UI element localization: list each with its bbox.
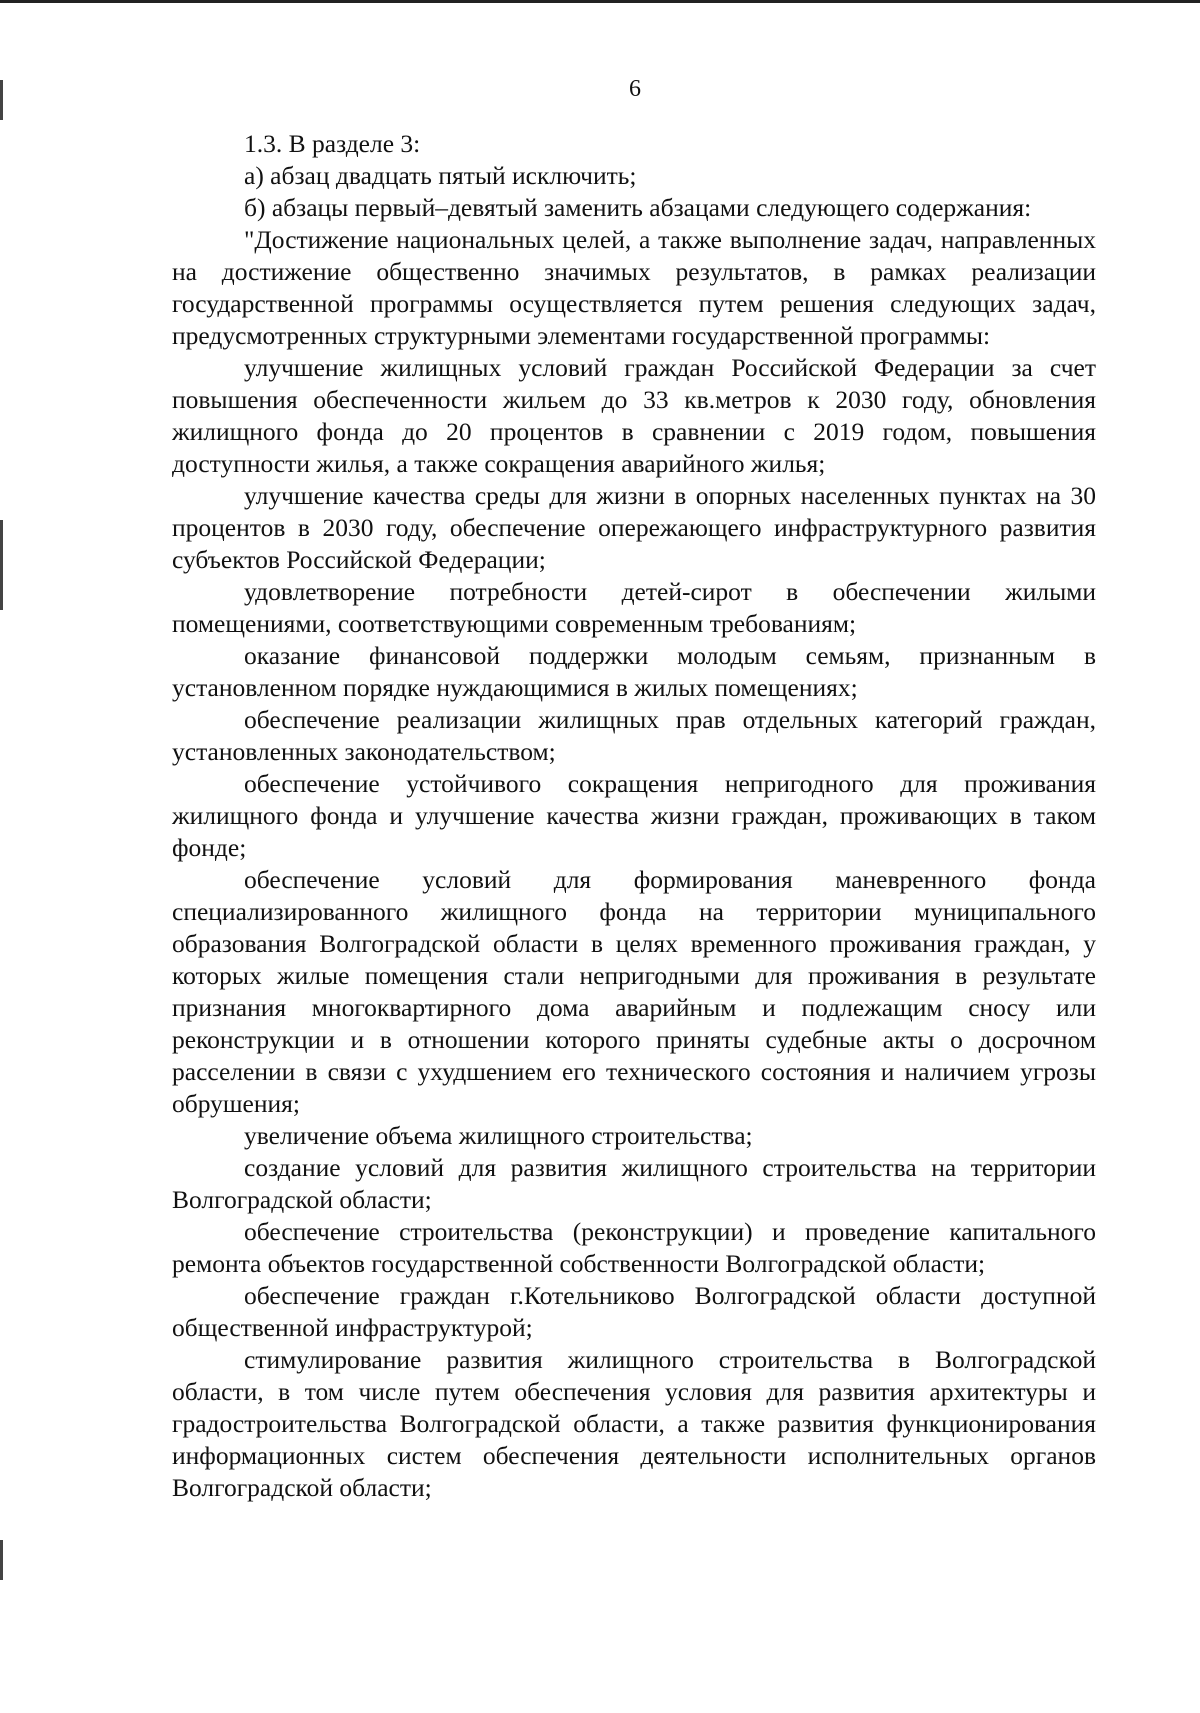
task-paragraph: обеспечение условий для формирования маневренного фонда специализированного жилищного фонда на территории муниципального образования Волгоградской области в целях временного проживания граждан, у которых жилые помещения стали непригодными для проживания в результате признания многоквартирного дома аварийным и подлежащим сносу или реконструкции и в отношении которого приняты судебные акты о досрочном расселении в связи с ухудшением его технического состояния и наличием угрозы обрушения;: [172, 865, 1096, 1118]
task-paragraph: оказание финансовой поддержки молодым семьям, признанным в установленном порядке нуждающимися в жилых помещениях;: [172, 641, 1096, 702]
task-paragraph: стимулирование развития жилищного строительства в Волгоградской области, в том числе путем обеспечения условия для развития архитектуры и градостроительства Волгоградской области, а также развития функционирования информационных систем обеспечения деятельности исполнительных органов Волгоградской области;: [172, 1345, 1096, 1502]
page-number: 6: [629, 76, 641, 102]
page-top-edge: [0, 0, 1200, 3]
task-paragraph: улучшение жилищных условий граждан Российской Федерации за счет повышения обеспеченности жильем до 33 кв.метров к 2030 году, обновления жилищного фонда до 20 процентов в сравнении с 2019 годом, повышения доступности жилья, а также сокращения аварийного жилья;: [172, 353, 1096, 478]
section-heading: 1.3. В разделе 3:: [244, 129, 421, 158]
task-paragraph: увеличение объема жилищного строительства;: [244, 1121, 753, 1150]
task-paragraph: улучшение качества среды для жизни в опорных населенных пунктах на 30 процентов в 2030 году, обеспечение опережающего инфраструктурного развития субъектов Российской Федерации;: [172, 481, 1096, 574]
scan-margin-mark: [0, 1540, 3, 1580]
document-body: [172, 128, 1096, 1504]
task-paragraph: обеспечение строительства (реконструкции) и проведение капитального ремонта объектов государственной собственности Волгоградской области;: [172, 1217, 1096, 1278]
task-paragraph: создание условий для развития жилищного строительства на территории Волгоградской области;: [172, 1153, 1096, 1214]
task-paragraph: обеспечение реализации жилищных прав отдельных категорий граждан, установленных законодательством;: [172, 705, 1096, 766]
amendment-item-b: б) абзацы первый–девятый заменить абзацами следующего содержания:: [244, 193, 1032, 222]
quoted-intro-paragraph: "Достижение национальных целей, а также выполнение задач, направленных на достижение общественно значимых результатов, в рамках реализации государственной программы осуществляется путем решения следующих задач, предусмотренных структурными элементами государственной программы:: [172, 225, 1096, 350]
task-paragraph: удовлетворение потребности детей-сирот в обеспечении жилыми помещениями, соответствующими современным требованиям;: [172, 577, 1096, 638]
amendment-item-a: а) абзац двадцать пятый исключить;: [244, 161, 637, 190]
task-paragraph: обеспечение граждан г.Котельниково Волгоградской области доступной общественной инфраструктурой;: [172, 1281, 1096, 1342]
task-paragraph: обеспечение устойчивого сокращения непригодного для проживания жилищного фонда и улучшение качества жизни граждан, проживающих в таком фонде;: [172, 769, 1096, 862]
scan-margin-mark: [0, 520, 3, 610]
